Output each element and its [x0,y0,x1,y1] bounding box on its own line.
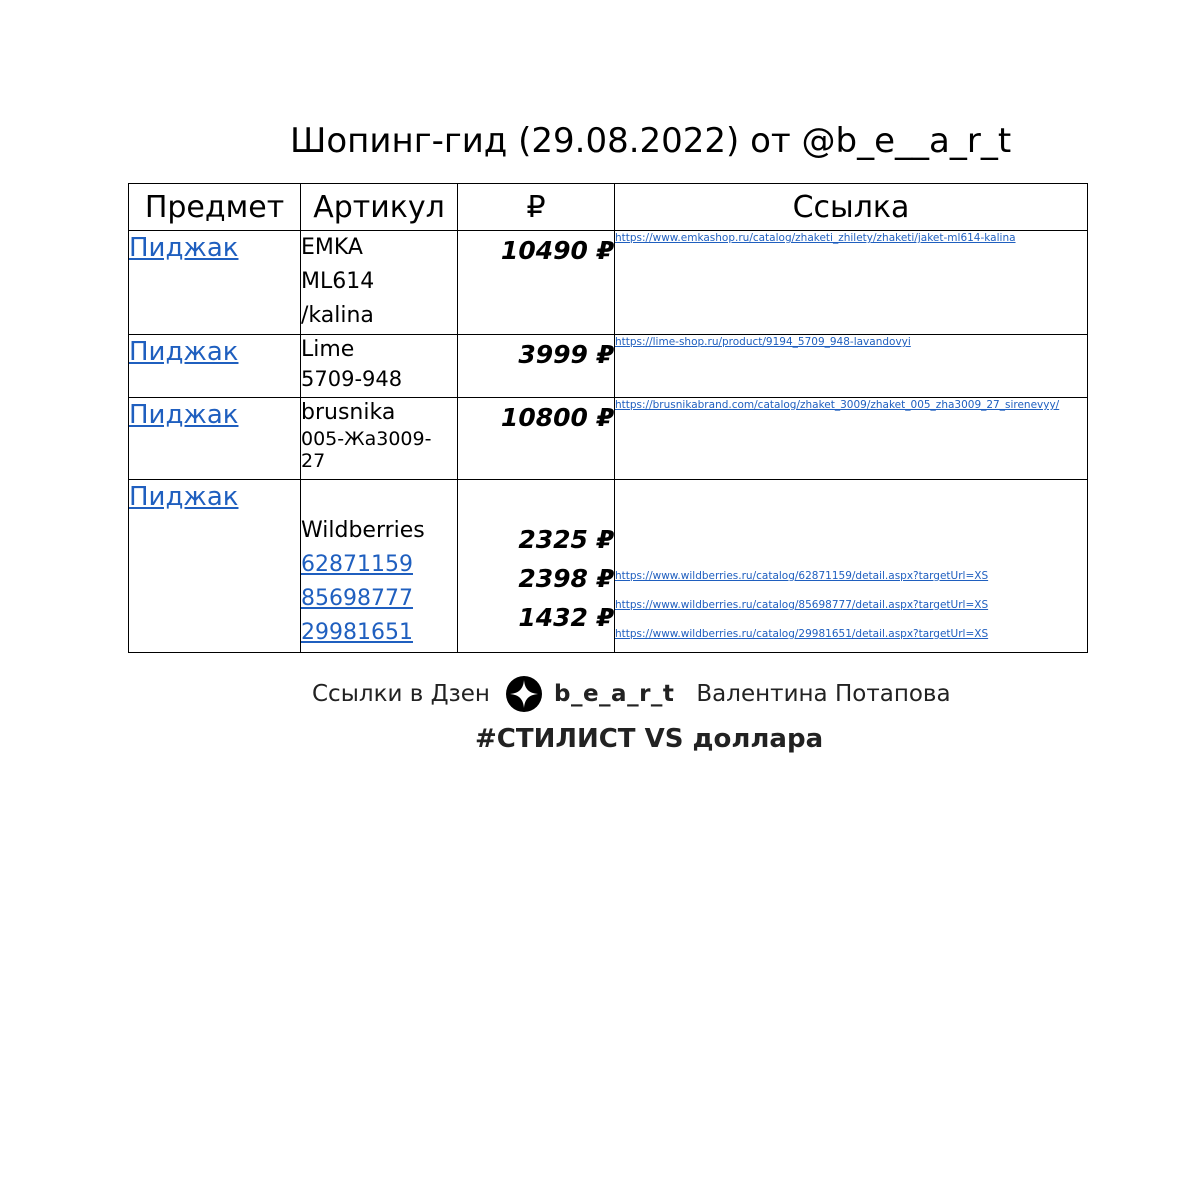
article-brand: brusnika [301,400,396,425]
link-cell [615,231,1088,335]
price-value: 2398 ₽ [518,564,614,593]
shopping-table [128,183,1088,653]
article-code: ML614 [301,269,375,294]
article-code-link[interactable]: 29981651 [301,620,413,645]
dzen-logo-icon[interactable] [506,676,542,712]
article-code-link[interactable]: 62871159 [301,552,413,577]
product-url-link[interactable]: https://brusnikabrand.com/catalog/zhaket_3009/zhaket_005_zha3009_27_sirenevyy/ [615,399,1060,411]
price-value: 2325 ₽ [518,525,614,554]
item-cell [129,231,301,335]
product-url-link[interactable]: https://www.wildberries.ru/catalog/85698777/detail.aspx?targetUrl=XS [615,599,989,611]
footer-credits [312,674,951,714]
price-value: 10800 ₽ [500,403,614,432]
article-code-link[interactable]: 85698777 [301,586,413,611]
item-link[interactable]: Пиджак [129,400,239,430]
hashtag: #СТИЛИСТ VS доллара [475,724,824,754]
article-brand: Lime [301,337,355,362]
price-cell [458,231,615,335]
table-row [129,398,1088,480]
price-cell [458,480,615,653]
product-url-link[interactable]: https://www.emkashop.ru/catalog/zhaketi_zhilety/zhaketi/jaket-ml614-kalina [615,232,1016,244]
article-code: 005-Жа3009- [301,428,432,450]
table-header-row [129,184,1088,231]
article-code-suffix: 27 [301,450,326,472]
price-value: 10490 ₽ [500,236,614,265]
article-brand: Wildberries [301,518,425,543]
author-handle: b_e_a_r_t [553,681,675,707]
item-cell [129,398,301,480]
column-header-article: Артикул [301,184,458,231]
item-cell [129,335,301,398]
link-cell [615,335,1088,398]
table-row [129,480,1088,653]
link-cell [615,480,1088,653]
item-link[interactable]: Пиджак [129,482,239,512]
product-url-link[interactable]: https://www.wildberries.ru/catalog/29981651/detail.aspx?targetUrl=XS [615,628,989,640]
article-cell [301,335,458,398]
article-cell [301,480,458,653]
column-header-link: Ссылка [615,184,1088,231]
price-value: 3999 ₽ [518,340,614,369]
link-cell [615,398,1088,480]
price-cell [458,335,615,398]
product-url-link[interactable]: https://www.wildberries.ru/catalog/62871159/detail.aspx?targetUrl=XS [615,570,989,582]
footer-links-label: Ссылки в Дзен [312,681,490,707]
article-cell [301,398,458,480]
product-url-link[interactable]: https://lime-shop.ru/product/9194_5709_948-lavandovyi [615,336,911,348]
item-link[interactable]: Пиджак [129,337,239,367]
article-code-suffix: /kalina [301,303,374,328]
price-value: 1432 ₽ [518,603,614,632]
column-header-price: ₽ [458,184,615,231]
item-cell [129,480,301,653]
article-brand: EMKA [301,235,363,260]
column-header-item: Предмет [129,184,301,231]
article-code: 5709-948 [301,367,403,391]
table-row [129,231,1088,335]
price-cell [458,398,615,480]
item-link[interactable]: Пиджак [129,233,239,263]
table-row [129,335,1088,398]
page-title: Шопинг-гид (29.08.2022) от @b_e__a_r_t [290,121,1012,161]
author-name: Валентина Потапова [696,681,951,707]
article-cell [301,231,458,335]
